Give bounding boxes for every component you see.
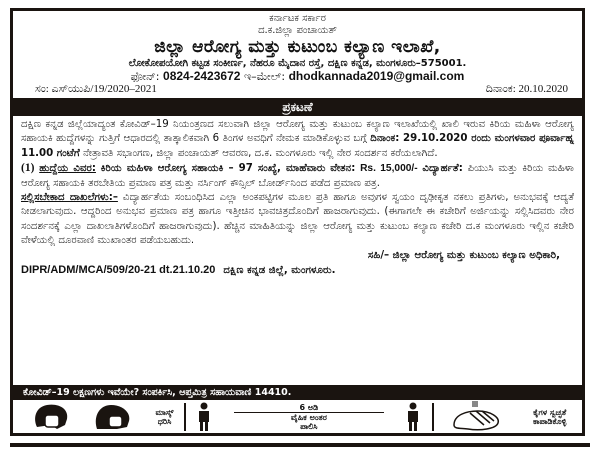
post-value: ಕಿರಿಯ ಮಹಿಳಾ ಆರೋಗ್ಯ ಸಹಾಯಕಿ – 97 ಸಂಖ್ಯೆ, ಮಾಹೆವಾರು	[100, 163, 326, 175]
contact-line	[13, 70, 582, 83]
dipr-code: DIPR/ADM/MCA/509/20-21 dt.21.10.20	[21, 264, 216, 277]
handwash-caption: ಕೈಗಳ ಸ್ವಚ್ಛತೆ ಕಾಪಾಡಿಕೊಳ್ಳಿ	[533, 407, 567, 426]
salary-value: Rs. 15,000/-	[360, 163, 418, 175]
govt-name: ಕರ್ನಾಟಕ ಸರ್ಕಾರ	[269, 13, 326, 24]
person-icon	[196, 402, 212, 432]
handwash-guideline	[434, 400, 582, 433]
documents-paragraph	[21, 191, 574, 249]
signature-location: ದಕ್ಷಿಣ ಕನ್ನಡ ಜಿಲ್ಲೆ, ಮಂಗಳೂರು.	[223, 265, 336, 277]
qualification-label: ವಿದ್ಯಾರ್ಹತೆ:	[422, 163, 463, 175]
dipr-row	[21, 263, 574, 278]
distance-guideline	[186, 400, 432, 433]
interview-datetime: ದಿನಾಂಕ: 29.10.2020 ರಂದು ಮಂಗಳವಾರ ಪೂರ್ವಾಹ್ನ 11.00 ಗಂಟೆಗೆ	[21, 133, 574, 159]
bottom-rule	[10, 443, 590, 447]
address: ಲೋಕೋಪಯೋಗಿ ಕಟ್ಟಡ ಸಂಕೀರ್ಣ, ನೆಹರೂ ಮೈದಾನ ರಸ್ತೆ, ದಕ್ಷಿಣ ಕನ್ನಡ, ಮಂಗಳೂರು–575001.	[128, 58, 467, 69]
distance-caption: 6 ಅಡಿ ವೈಹಿಕ ಅಂತರ ಪಾಲಿಸಿ	[234, 403, 384, 431]
covid-helpline-band: ಕೋವಿಡ್–19 ಲಕ್ಷಣಗಳು ಇವೆಯೇ? ಸಂಪರ್ಕಿಸಿ, ಆಪ್ತಮಿತ್ರ ಸಹಾಯವಾಣಿ 14410.	[13, 385, 582, 400]
post-details: (1) ಹುದ್ದೆಯ ವಿವರ: ಕಿರಿಯ ಮಹಿಳಾ ಆರೋಗ್ಯ ಸಹಾಯಕಿ – 97 ಸಂಖ್ಯೆ, ಮಾಹೆವಾರು ವೇತನ: Rs. 15,000/- ವಿದ್ಯಾರ್ಹತೆ: ಪಿಯುಸಿ ಮತ್ತು ಕಿರಿಯ ಮಹಿಳಾ ಆರೋಗ್ಯ ಸಹಾಯಕಿ ತರಬೇತಿಯ ಪ್ರಮಾಣ ಪತ್ರ ಮತ್ತು ನರ್ಸಿಂಗ್ ಕೌನ್ಸಿಲ್ ಬೋರ್ಡ್‌ನಿಂದ ಪಡೆದ ಪ್ರಮಾಣ ಪತ್ರ.	[21, 162, 574, 189]
person-icon	[405, 402, 421, 432]
covid-guidelines-strip	[13, 400, 582, 433]
post-label: ಹುದ್ದೆಯ ವಿವರ:	[39, 163, 96, 175]
department-title: ಜಿಲ್ಲಾ ಆರೋಗ್ಯ ಮತ್ತು ಕುಟುಂಬ ಕಲ್ಯಾಣ ಇಲಾಖೆ,	[154, 37, 441, 57]
email-label: ಇ–ಮೇಲ್:	[243, 70, 286, 83]
phone-label: ಫೋನ್:	[130, 70, 160, 83]
letterhead	[13, 11, 582, 83]
qualification-value: ಪಿಯುಸಿ ಮತ್ತು ಕಿರಿಯ ಮಹಿಳಾ ಆರೋಗ್ಯ ಸಹಾಯಕಿ ತರಬೇತಿಯ ಪ್ರಮಾಣ ಪತ್ರ ಮತ್ತು ನರ್ಸಿಂಗ್ ಕೌನ್ಸಿಲ್ ಬೋರ್ಡ್‌ನಿಂದ ಪಡೆದ ಪ್ರಮಾಣ ಪತ್ರ.	[21, 163, 574, 189]
documents-label: ಸಲ್ಲಿಸಬೇಕಾದ ದಾಖಲೆಗಳು:–	[21, 192, 118, 204]
reference-number: ಸಂ: ಎಸ್‌ಯುಪಿ/19/2020–2021	[35, 83, 157, 95]
documents-value: ವಿದ್ಯಾರ್ಹತೆಯ ಸಂಬಂಧಿಸಿದ ಎಲ್ಲಾ ಅಂಕಪಟ್ಟಿಗಳ ಮೂಲ ಪ್ರತಿ ಹಾಗೂ ಅವುಗಳ ಸ್ವಯಂ ದೃಢೀಕೃತ ನಕಲು ಪ್ರತಿಗಳು, ಅನುಭವಕ್ಕೆ ಆದ್ಯತೆ ನೀಡಲಾಗುವುದು. ಆದ್ದರಿಂದ ಅನುಭವ ಪ್ರಮಾಣ ಪತ್ರ ಹಾಗೂ ಇತ್ತೀಚಿನ ಭಾವಚಿತ್ರದೊಂದಿಗೆ ಹಾಜರಾಗುವುದು. (ಈಗಾಗಲೇ ಈ ಕಚೇರಿಗೆ ಅರ್ಜಿಯನ್ನು ಸಲ್ಲಿಸಿದವರು ನೇರ ಸಂದರ್ಶನಕ್ಕೆ ಎಲ್ಲಾ ದಾಖಲಾತಿಗಳೊಂದಿಗೆ ಹಾಜರಾಗುವುದು). ಹೆಚ್ಚಿನ ಮಾಹಿತಿಯನ್ನು ಜಿಲ್ಲಾ ಆರೋಗ್ಯ ಮತ್ತು ಕುಟುಂಬ ಕಲ್ಯಾಣ ಕಚೇರಿ ದ.ಕ ಮಂಗಳೂರು ಇಲ್ಲಿನ ಕಚೇರಿ ವೇಳೆಯಲ್ಲಿ ದೂರವಾಣಿ ಮುಖಾಂತರ ಪಡೆಯಬಹುದು.	[21, 192, 575, 247]
phone-number: 0824-2423672	[163, 69, 241, 83]
six-feet-arrow: 6 ಅಡಿ	[234, 403, 384, 413]
mask-caption: ಮಾಸ್ಕ್ ಧರಿಸಿ	[155, 407, 174, 426]
notice-title: ಪ್ರಕಟಣೆ	[13, 98, 582, 116]
email-address: dhodkannada2019@gmail.com	[288, 69, 465, 83]
salary-label: ವೇತನ:	[330, 163, 356, 175]
masked-woman-icon	[93, 401, 135, 433]
reference-row	[13, 83, 582, 96]
mask-guideline	[13, 400, 184, 433]
masked-man-icon	[31, 401, 73, 433]
issue-date: ದಿನಾಂಕ: 20.10.2020	[485, 83, 568, 95]
panchayat-name: ದ.ಕ.ಜಿಲ್ಲಾ ಪಂಚಾಯತ್	[258, 25, 337, 36]
signature-line: ಸಹಿ/– ಜಿಲ್ಲಾ ಆರೋಗ್ಯ ಮತ್ತು ಕುಟುಂಬ ಕಲ್ಯಾಣ ಅಧಿಕಾರಿ,	[367, 249, 560, 261]
notice-frame	[10, 8, 585, 436]
notice-body	[13, 116, 582, 278]
hand-washing-icon	[450, 401, 502, 433]
intro-paragraph: ದಕ್ಷಿಣ ಕನ್ನಡ ಜಿಲ್ಲೆಯಾದ್ಯಂತ ಕೋವಿಡ್–19 ನಿಯಂತ್ರಣದ ಸಲುವಾಗಿ ಜಿಲ್ಲಾ ಆರೋಗ್ಯ ಮತ್ತು ಕುಟುಂಬ ಕಲ್ಯಾಣ ಇಲಾಖೆಯಲ್ಲಿ ಖಾಲಿ ಇರುವ ಕಿರಿಯ ಮಹಿಳಾ ಆರೋಗ್ಯ ಸಹಾಯಕಿ ಹುದ್ದೆಗಳನ್ನು ಗುತ್ತಿಗೆ ಆಧಾರದಲ್ಲಿ ತಾತ್ಕಾಲಿಕವಾಗಿ 6 ತಿಂಗಳ ಅವಧಿಗೆ ನೇಮಕ ಮಾಡಿಕೊಳ್ಳುವ ಬಗ್ಗೆ ದಿನಾಂಕ: 29.10.2020 ರಂದು ಮಂಗಳವಾರ ಪೂರ್ವಾಹ್ನ 11.00 ಗಂಟೆಗೆ ನೇತ್ರಾವತಿ ಸಭಾಂಗಣ, ಜಿಲ್ಲಾ ಪಂಚಾಯತ್ ಆವರಣ, ದ.ಕ. ಮಂಗಳೂರು ಇಲ್ಲಿ ನೇರ ಸಂದರ್ಶನ ಕರೆಯಲಾಗಿದೆ.	[21, 119, 574, 159]
